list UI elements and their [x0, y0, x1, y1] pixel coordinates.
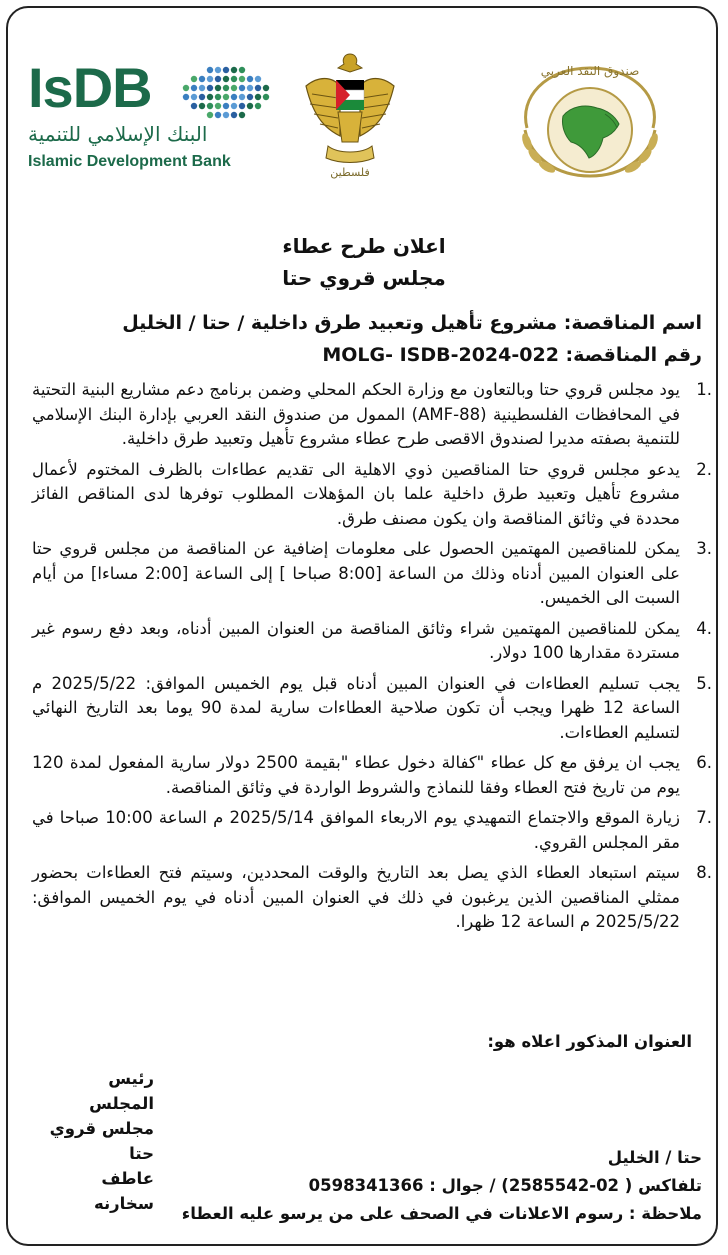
amf-arabic-name: صندوق النقد العربي	[540, 64, 640, 78]
list-item	[20, 861, 712, 935]
footer-location: حتا / الخليل	[607, 1148, 702, 1167]
item-number: .6	[696, 753, 712, 772]
eagle-caption: فلسطين	[330, 166, 370, 179]
item-number: .4	[696, 618, 712, 638]
list-item	[20, 751, 712, 800]
tender-name: اسم المناقصة: مشروع تأهيل وتعبيد طرق داخلية / حتا / الخليل	[122, 312, 702, 334]
item-text: يجب تسليم العطاءات في العنوان المبين أدناه قبل يوم الخميس الموافق: 2025/5/22 م الساعة 12 ظهرا ويجب أن تكون صلاحية العطاءات سارية لمدة 90 يوما بعد التاريخ النهائي لتسليم العطاءات.	[32, 673, 680, 742]
item-number: .8	[696, 863, 712, 882]
item-number: .2	[696, 459, 712, 479]
isdb-logo	[28, 58, 260, 178]
council-name: مجلس قروي حتا	[282, 266, 446, 290]
announcement-title: اعلان طرح عطاء	[282, 234, 446, 258]
item-text: يمكن للمناقصين المهتمين شراء وثائق المناقصة من العنوان المبين أدناه، وبعد دفع رسوم غير مستردة مقدارها 100 دولار.	[32, 618, 680, 662]
isdb-arabic-name: البنك الإسلامي للتنمية	[28, 122, 208, 146]
list-item	[20, 378, 712, 452]
signature-block	[44, 1066, 154, 1216]
address-label: العنوان المذكور اعلاه هو:	[487, 1032, 692, 1051]
tender-conditions-list	[20, 378, 712, 941]
signature-role: رئيس المجلس	[89, 1069, 154, 1113]
item-number: .5	[696, 673, 712, 693]
footer-contact: تلفاكس ( 02-2585542) / جوال : 0598341366	[308, 1176, 702, 1195]
item-text: سيتم استبعاد العطاء الذي يصل بعد التاريخ والوقت المحددين، وسيتم فتح العطاءات بحضور ممثلي المناقصين الذين يرغبون في ذلك في العنوان المبين أدناه في يوم الخميس الموافق: 2025/5/22 م الساعة 12 ظهرا.	[32, 863, 680, 931]
signature-name: عاطف سخارنه	[93, 1169, 154, 1213]
item-text: يمكن للمناقصين المهتمين الحصول على معلومات إضافية عن المناقصة من مجلس قروي حتا على العنوان المبين أدناه وذلك من الساعة [8:00 صباحا ] إلى الساعة [2:00 مساءا] من أيام السبت الى الخميس.	[32, 539, 680, 607]
list-item	[20, 537, 712, 611]
item-text: زيارة الموقع والاجتماع التمهيدي يوم الاربعاء الموافق 2025/5/14 م الساعة 10:00 صباحا في مقر المجلس القروي.	[32, 808, 681, 852]
isdb-globe-icon	[178, 62, 274, 124]
arab-monetary-fund-emblem	[505, 58, 675, 188]
palestine-eagle-emblem	[298, 46, 402, 186]
item-number: .1	[696, 380, 712, 399]
signature-council: مجلس قروي حتا	[49, 1119, 154, 1163]
tender-number: رقم المناقصة: MOLG- ISDB-2024-022	[322, 344, 702, 366]
list-item	[20, 806, 712, 855]
item-text: يجب ان يرفق مع كل عطاء "كفالة دخول عطاء "بقيمة 2500 دولار سارية المفعول لمدة 120 يوم من تاريخ فتح العطاء وفقا للنماذج والشروط الواردة في وثائق المناقصة.	[32, 753, 680, 797]
list-item	[20, 672, 712, 746]
item-text: يود مجلس قروي حتا وبالتعاون مع وزارة الحكم المحلي وضمن برنامج دعم مشاريع البنية التحتية في المحافظات الفلسطينية (AMF-88) الممول من صندوق النقد العربي بإدارة البنك الإسلامي للتنمية بصفته مديرا لصندوق الاقصى طرح عطاء مشروع تأهيل وتعبيد طرق داخلية.	[32, 380, 680, 448]
isdb-english-name: Islamic Development Bank	[28, 153, 231, 170]
list-item	[20, 458, 712, 532]
item-number: .7	[696, 808, 712, 827]
item-number: .3	[696, 539, 712, 558]
footer-note: ملاحظة : رسوم الاعلانات في الصحف على من يرسو عليه العطاء	[181, 1204, 702, 1223]
list-item	[20, 617, 712, 666]
eagle-icon	[298, 46, 402, 170]
isdb-logo-text: IsDB	[28, 56, 152, 119]
item-text: يدعو مجلس قروي حتا المناقصين ذوي الاهلية الى تقديم عطاءات بالظرف المختوم لأعمال مشروع تأهيل وتعبيد طرق داخلية علما بان المؤهلات المطلوب توفرها لدى المناقص الفائز محددة في وثائق المناقصة وان يكون مصنف طرق.	[32, 459, 680, 528]
